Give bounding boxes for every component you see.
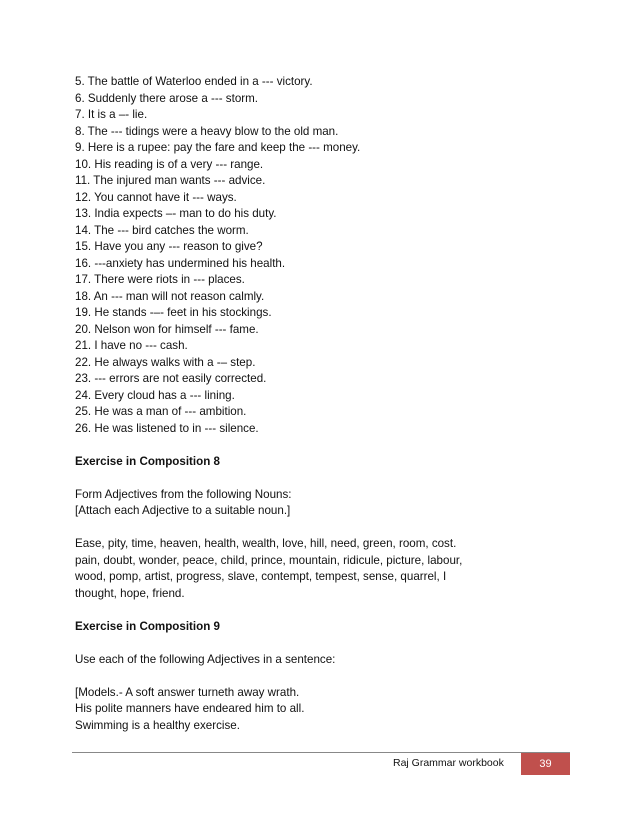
sentence-item: 12. You cannot have it --- ways.: [75, 190, 237, 204]
sentence-item: 8. The --- tidings were a heavy blow to the old man.: [75, 124, 339, 138]
sentence-item: 25. He was a man of --- ambition.: [75, 405, 247, 418]
sentence-item: 9. Here is a rupee: pay the fare and keep the --- money.: [75, 141, 361, 154]
sentence-item: 6. Suddenly there arose a --- storm.: [75, 91, 259, 105]
footer-divider: [72, 752, 570, 753]
sentence-item: 11. The injured man wants --- advice.: [75, 174, 266, 187]
exercise-9-instruction: Use each of the following Adjectives in a sentence:: [75, 652, 336, 666]
exercise-8-heading: Exercise in Composition 8: [75, 454, 220, 468]
exercise-8-instruction: Form Adjectives from the following Nouns:: [75, 487, 292, 501]
sentence-item: 7. It is a –- lie.: [75, 108, 148, 121]
sentence-item: 5. The battle of Waterloo ended in a --- victory.: [75, 75, 313, 88]
sentence-item: 15. Have you any --- reason to give?: [75, 240, 263, 253]
page-number-badge: [521, 753, 570, 775]
noun-line: Ease, pity, time, heaven, health, wealth, love, hill, need, green, room, cost.: [75, 537, 457, 550]
noun-line: thought, hope, friend.: [75, 586, 185, 600]
exercise-8-note: [Attach each Adjective to a suitable noun.]: [75, 504, 291, 517]
exercise-9-models: [75, 685, 555, 735]
model-line: His polite manners have endeared him to all.: [75, 702, 305, 715]
noun-line: wood, pomp, artist, progress, slave, contempt, tempest, sense, quarrel, I: [75, 570, 447, 583]
sentence-item: 21. I have no --- cash.: [75, 339, 188, 352]
sentence-item: 19. He stands -–- feet in his stockings.: [75, 306, 272, 319]
sentence-item: 22. He always walks with a -– step.: [75, 355, 256, 369]
sentence-item: 18. An --- man will not reason calmly.: [75, 289, 265, 303]
exercise-9-section: [75, 619, 555, 636]
sentence-item: 26. He was listened to in --- silence.: [75, 421, 259, 435]
sentence-item: 20. Nelson won for himself --- fame.: [75, 322, 259, 336]
sentence-item: 16. ---anxiety has undermined his health.: [75, 256, 286, 270]
exercise-8-section: [75, 454, 555, 471]
sentence-item: 24. Every cloud has a --- lining.: [75, 388, 235, 402]
page-content: [75, 74, 555, 734]
exercise-9-instructions: [75, 652, 555, 669]
sentence-item: 14. The --- bird catches the worm.: [75, 223, 249, 237]
footer-book-title: Raj Grammar workbook: [393, 757, 504, 769]
model-line: Swimming is a healthy exercise.: [75, 718, 240, 732]
exercise-9-heading: Exercise in Composition 9: [75, 619, 220, 633]
sentence-item: 17. There were riots in --- places.: [75, 273, 245, 286]
sentence-item: 10. His reading is of a very --- range.: [75, 157, 264, 171]
sentence-item: 23. --- errors are not easily corrected.: [75, 372, 267, 385]
sentence-list: [75, 74, 555, 437]
page-number: 39: [539, 758, 552, 770]
noun-line: pain, doubt, wonder, peace, child, prince, mountain, ridicule, picture, labour,: [75, 553, 463, 567]
exercise-8-noun-list: [75, 536, 555, 602]
exercise-8-instructions: [75, 487, 555, 520]
sentence-item: 13. India expects –- man to do his duty.: [75, 207, 277, 220]
model-line: [Models.- A soft answer turneth away wrath.: [75, 685, 300, 699]
